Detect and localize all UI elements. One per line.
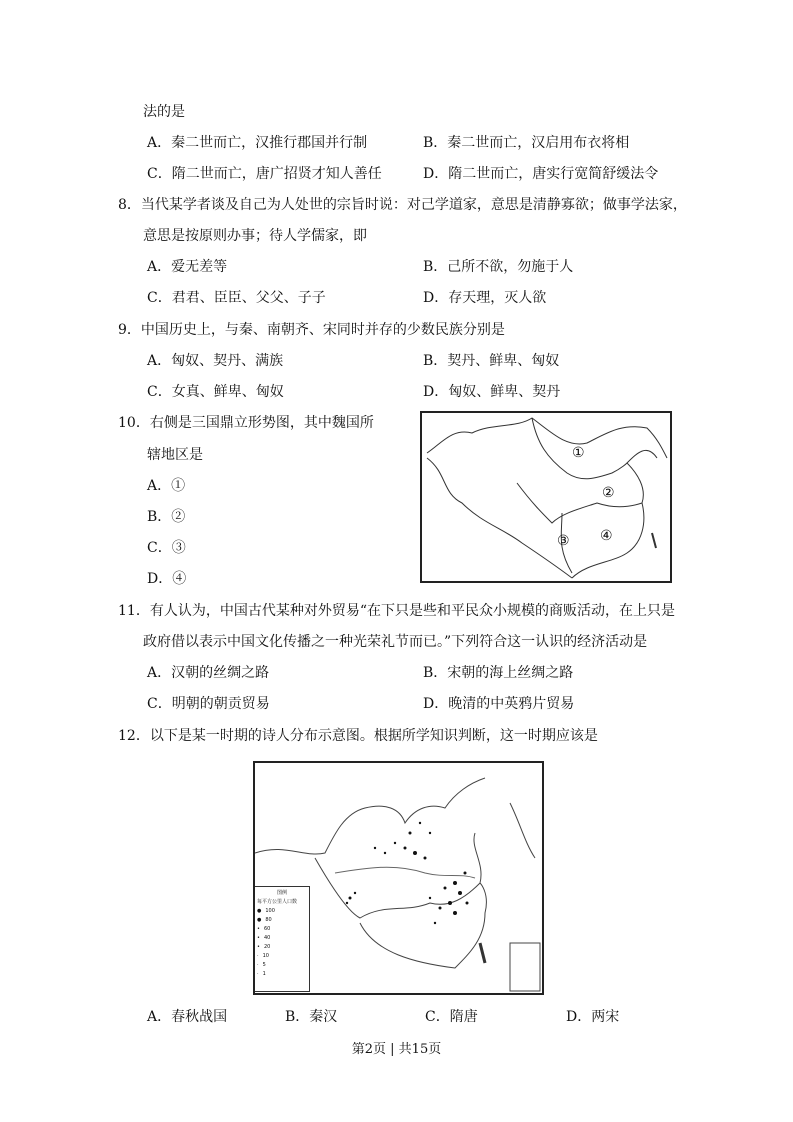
q12-option-d: D．两宋 <box>566 1009 620 1025</box>
q10-option-b: B．② <box>147 509 186 525</box>
legend-value: 80 <box>265 917 272 923</box>
q7-option-d: D．隋二世而亡，唐实行宽简舒缓法令 <box>423 166 659 182</box>
legend-subtitle: 每平方公里人口数 <box>257 899 298 905</box>
q7-option-c: C．隋二世而亡，唐广招贤才知人善任 <box>147 166 382 182</box>
legend-title: 图例 <box>276 890 287 896</box>
q10-option-c: C．③ <box>147 540 186 556</box>
q9-stem: 9．中国历史上，与秦、南朝齐、宋同时并存的少数民族分别是 <box>118 322 505 338</box>
q9-option-a: A．匈奴、契丹、满族 <box>147 353 284 369</box>
q10-option-a: A．① <box>147 478 186 494</box>
population-dots <box>346 822 469 924</box>
q8-stem-line2: 意思是按原则办事；待人学儒家，即 <box>143 228 367 244</box>
q12-stem: 12．以下是某一时期的诗人分布示意图。根据所学知识判断，这一时期应该是 <box>118 728 598 744</box>
q7-option-b: B．秦二世而亡，汉启用布衣将相 <box>423 135 630 151</box>
legend-value: 100 <box>265 908 275 914</box>
poet-distribution-map <box>253 761 544 995</box>
q8-option-a: A．爱无差等 <box>147 259 228 275</box>
q9-option-b: B．契丹、鲜卑、匈奴 <box>423 353 560 369</box>
q7-option-a: A．秦二世而亡，汉推行郡国并行制 <box>147 135 368 151</box>
legend-value: 60 <box>263 926 271 932</box>
q12-option-c: C．隋唐 <box>425 1009 478 1025</box>
legend-value: 1 <box>262 971 266 977</box>
legend-value: 40 <box>263 935 271 941</box>
map-label-4: ④ <box>600 528 613 544</box>
legend-value: 20 <box>263 944 271 950</box>
q8-option-b: B．己所不欲，勿施于人 <box>423 259 574 275</box>
q10-option-d: D．④ <box>147 571 187 587</box>
q11-stem-line2: 政府借以表示中国文化传播之一种光荣礼节而已。”下列符合这一认识的经济活动是 <box>143 634 648 650</box>
q11-option-b: B．宋朝的海上丝绸之路 <box>423 665 574 681</box>
map-legend: 图例 每平方公里人口数 ● 100 ● 80 • 60 • 40 • 20 · 10 · 5 · 1 <box>255 886 310 992</box>
q8-stem-line1: 8．当代某学者谈及自己为人处世的宗旨时说：对己学道家，意思是清静寡欲；做事学法家， <box>118 197 687 213</box>
map-label-3: ③ <box>557 533 570 549</box>
three-kingdoms-map-outline <box>422 413 670 581</box>
legend-value: 5 <box>262 962 266 968</box>
three-kingdoms-map <box>420 411 672 583</box>
q10-stem-line1: 10．右侧是三国鼎立形势图，其中魏国所 <box>118 415 374 431</box>
q11-stem-line1: 11．有人认为，中国古代某种对外贸易“在下只是些和平民众小规模的商贩活动，在上只是 <box>118 603 675 619</box>
q9-option-d: D．匈奴、鲜卑、契丹 <box>423 384 561 400</box>
q8-option-d: D．存天理，灭人欲 <box>423 290 547 306</box>
map-label-1: ① <box>572 445 585 461</box>
q8-option-c: C．君君、臣臣、父父、子子 <box>147 290 326 306</box>
q12-option-a: A．春秋战国 <box>147 1009 228 1025</box>
q11-option-d: D．晚清的中英鸦片贸易 <box>423 696 575 712</box>
page-footer: 第2页 | 共15页 <box>351 1042 442 1057</box>
q11-option-c: C．明朝的朝贡贸易 <box>147 696 270 712</box>
q9-option-c: C．女真、鲜卑、匈奴 <box>147 384 284 400</box>
legend-value: 10 <box>262 953 269 959</box>
q7-stem-tail: 法的是 <box>143 104 185 120</box>
q10-stem-line2: 辖地区是 <box>147 447 203 463</box>
q11-option-a: A．汉朝的丝绸之路 <box>147 665 270 681</box>
q12-option-b: B．秦汉 <box>285 1009 338 1025</box>
map-label-2: ② <box>602 485 615 501</box>
